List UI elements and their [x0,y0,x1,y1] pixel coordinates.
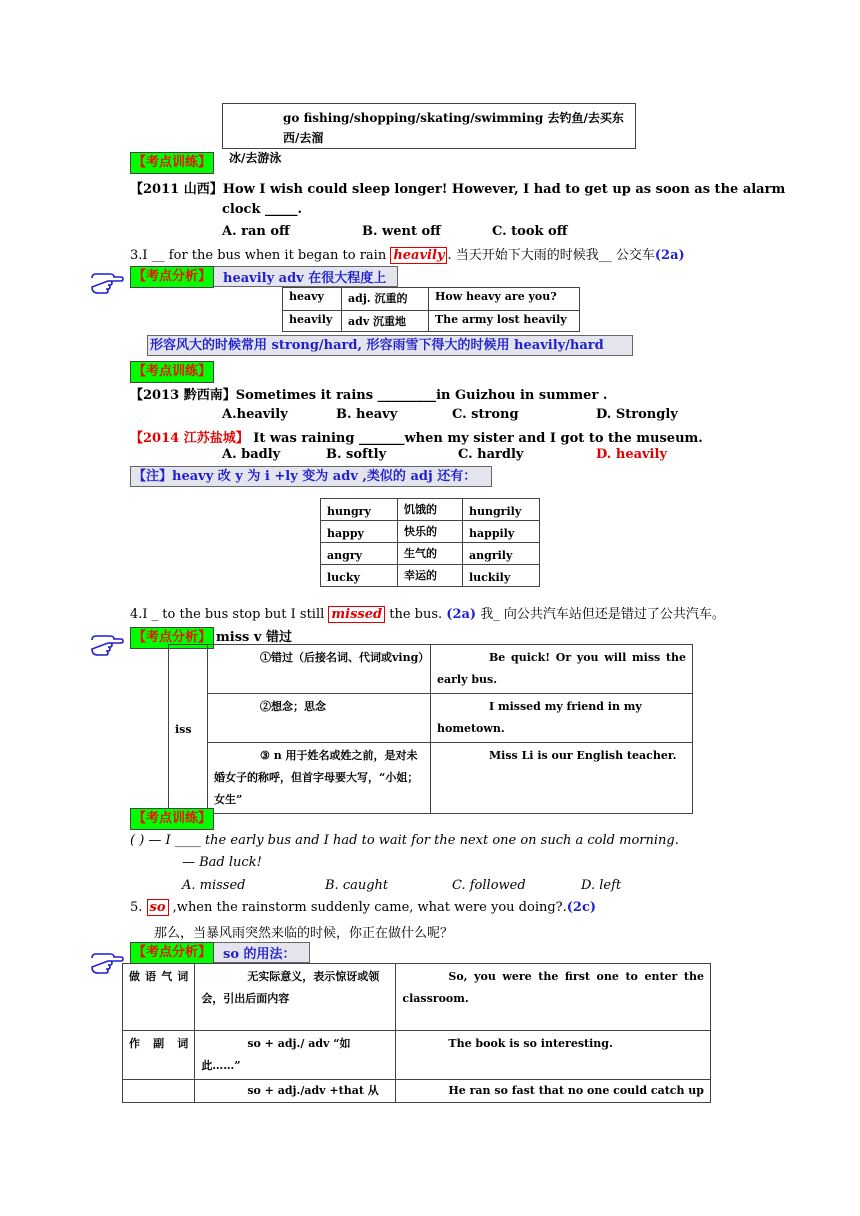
q-miss-option-c: C. followed [452,878,526,893]
q-miss-option-d: D. left [581,878,622,893]
q2014-option-c: C. hardly [458,447,524,462]
q2011-option-a: A. ran off [222,224,290,239]
keyword-so: so [147,899,169,916]
ly-note: 【注】heavy 改 y 为 i +ly 变为 adv ,类似的 adj 还有： [130,466,492,487]
top-box-line2: 冰/去游泳 [229,151,282,165]
table-row: hungry 饥饿的 hungrily [321,499,540,521]
q2014-option-a: A. badly [222,447,281,462]
adj-table [320,498,540,587]
q2013-stem: 【2013 黔西南】Sometimes it rains _________in Guizhou in summer . [130,388,608,403]
q2013-option-d: D. Strongly [596,407,678,422]
q2011-option-b: B. went off [362,224,441,239]
q2014-stem: 【2014 江苏盐城】 It was raining _______when my sister and I got to the museum. [130,431,703,446]
pointing-hand-icon [90,948,124,976]
sentence-5: 5. so ,when the rainstorm suddenly came, what were you doing?.(2c) [130,900,597,915]
q2011-option-c: C. took off [492,224,568,239]
table-row: heavy adj. 沉重的 How heavy are you? [283,288,580,311]
sentence-3: 3.I __ for the bus when it began to rain heavily . 当天开始下大雨的时候我__ 公交车(2a) [130,248,685,263]
table-row: happy 快乐的 happily [321,521,540,543]
wind-rain-note: 形容风大的时候常用 strong/hard, 形容雨雪下得大的时候用 heavily/hard [147,335,633,356]
table-row: ②想念；思念 I missed my friend in my hometown. [169,694,693,743]
q-miss-option-b: B. caught [325,878,389,893]
table-row: so + adj./adv +that 从 He ran so fast that no one could catch up [123,1080,711,1103]
q-miss-option-a: A. missed [182,878,246,893]
practice-tag: 【考点训练】 [130,360,214,383]
table-row: heavily adv 沉重地 The army lost heavily [283,311,580,332]
keyword-missed: missed [328,606,385,623]
so-table [122,963,711,1103]
practice-tag: 【考点训练】 [130,807,214,830]
top-box-line1: go fishing/shopping/skating/swimming 去钓鱼/去买东西/去溜 [283,111,624,145]
q-miss-line2: — Bad luck! [182,855,262,870]
q2014-option-d: D. heavily [596,447,667,462]
table-row: iss ①错过（后接名词、代词或ving） Be quick! Or you will miss the early bus. [169,645,693,694]
table-row: angry 生气的 angrily [321,543,540,565]
top-box [222,103,636,165]
practice-tag: 【考点训练】 [130,151,214,174]
table-row: lucky 幸运的 luckily [321,565,540,587]
analysis-bar-4: 【考点分析】 miss v 错过 [130,626,292,649]
q-miss-line1: ( ) — I ____ the early bus and I had to wait for the next one on such a cold morning. [130,833,679,848]
q2014-option-b: B. softly [326,447,387,462]
pointing-hand-icon [90,630,124,658]
table-row: 作副词 so + adj./ adv “如此……” The book is so interesting. [123,1031,711,1080]
table-row: ③ n 用于姓名或姓之前，是对未婚女子的称呼，但首字母要大写，“小姐；女生” Miss Li is our English teacher. [169,743,693,814]
q2013-option-b: B. heavy [336,407,398,422]
miss-table [168,644,693,814]
q2013-option-c: C. strong [452,407,519,422]
heavy-table [282,287,580,332]
analysis-bar-5: 【考点分析】 so 的用法： [130,942,310,963]
sentence-4: 4.I _ to the bus stop but I still missed the bus. (2a) 我_ 向公共汽车站但还是错过了公共汽车。 [130,607,725,622]
q2011-stem2: clock _____. [222,202,302,217]
pointing-hand-icon [90,268,124,296]
table-row: 做语气词 无实际意义，表示惊讶或领会，引出后面内容 So, you were the first one to enter the classroom. [123,964,711,1031]
analysis-bar-3: 【考点分析】 heavily adv 在很大程度上 [130,266,398,287]
sentence-5-cn: 那么，当暴风雨突然来临的时候，你正在做什么呢？ [154,926,454,941]
keyword-heavily: heavily [390,247,447,264]
q2013-option-a: A.heavily [222,407,288,422]
q2011-stem: 【2011 山西】How I wish could sleep longer! However, I had to get up as soon as the alarm [130,182,786,197]
